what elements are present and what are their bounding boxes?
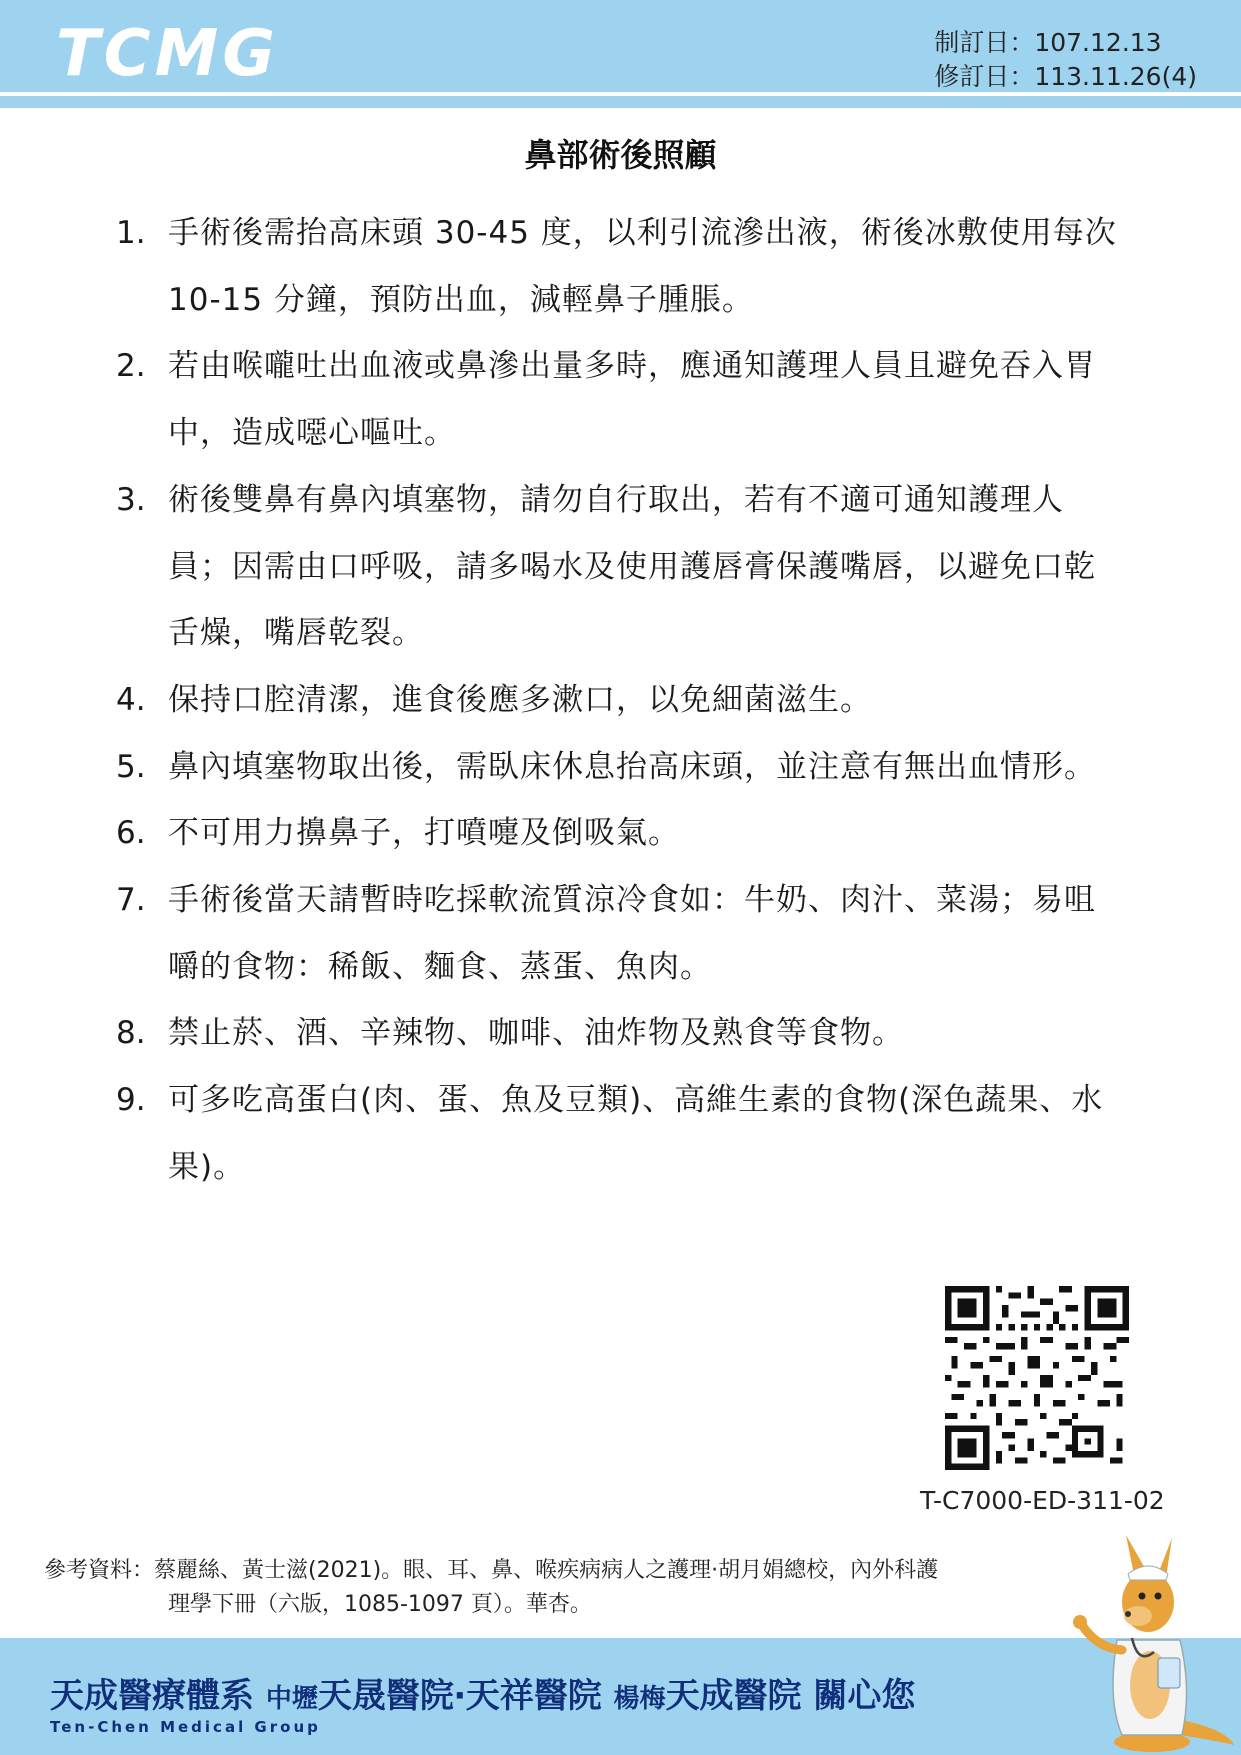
reference-line-1: 參考資料：蔡麗絲、黃士滋(2021)。眼、耳、鼻、喉疾病病人之護理·胡月娟總校，內外科護	[44, 1558, 939, 1583]
list-item	[116, 1067, 1126, 1200]
qr-code[interactable]	[945, 1286, 1129, 1470]
item-number: 7.	[116, 882, 146, 919]
item-text: 不可用力擤鼻子，打噴嚏及倒吸氣。	[168, 815, 680, 852]
list-item	[116, 1000, 1126, 1067]
kangaroo-mascot-icon	[1062, 1530, 1237, 1755]
item-text: 禁止菸、酒、辛辣物、咖啡、油炸物及熟食等食物。	[168, 1015, 904, 1052]
item-number: 3.	[116, 481, 146, 518]
created-date: 制訂日：107.12.13	[934, 28, 1162, 57]
item-number: 1.	[116, 215, 146, 251]
list-item	[116, 467, 1126, 667]
footer-slogan: 關心您	[813, 1676, 916, 1716]
list-item	[116, 867, 1126, 1000]
list-item	[116, 200, 1126, 333]
item-text: 鼻內填塞物取出後，需臥床休息抬高床頭，並注意有無出血情形。	[168, 748, 1096, 785]
list-item	[116, 333, 1126, 466]
tcmg-logo: TCMG	[56, 17, 279, 91]
document-code: T-C7000-ED-311-02	[920, 1486, 1165, 1515]
list-item	[116, 734, 1126, 801]
hospitals-zhongli: 天晟醫院‧天祥醫院	[317, 1676, 602, 1716]
location-yangmei: 楊梅	[613, 1684, 666, 1714]
item-number: 9.	[116, 1082, 146, 1119]
group-english-name: Ten-Chen Medical Group	[50, 1718, 321, 1736]
list-item	[116, 800, 1126, 867]
care-instructions-list	[116, 200, 1126, 1201]
footer-hospitals	[50, 1668, 915, 1717]
document-dates	[934, 26, 1197, 94]
item-text: 保持口腔清潔，進食後應多漱口，以免細菌滋生。	[168, 681, 872, 718]
group-name: 天成醫療體系	[50, 1676, 254, 1716]
item-number: 6.	[116, 815, 146, 852]
reference-line-2: 理學下冊（六版，1085-1097 頁）。華杏。	[168, 1592, 592, 1617]
item-text: 若由喉嚨吐出血液或鼻滲出量多時，應通知護理人員且避免吞入胃中，造成噁心嘔吐。	[168, 348, 1096, 452]
footer-banner	[0, 1638, 1241, 1755]
header-band	[0, 96, 1241, 108]
item-number: 5.	[116, 748, 146, 785]
reference	[44, 1554, 938, 1622]
item-number: 2.	[116, 348, 146, 385]
revised-date: 修訂日：113.11.26(4)	[934, 62, 1197, 91]
hospital-yangmei: 天成醫院	[665, 1676, 802, 1716]
location-zhongli: 中壢	[265, 1684, 318, 1714]
item-text: 可多吃高蛋白(肉、蛋、魚及豆類)、高維生素的食物(深色蔬果、水果)。	[168, 1082, 1104, 1185]
item-text: 術後雙鼻有鼻內填塞物，請勿自行取出，若有不適可通知護理人員；因需由口呼吸，請多喝水及使用護唇膏保護嘴唇，以避免口乾舌燥，嘴唇乾裂。	[168, 481, 1096, 652]
item-number: 8.	[116, 1015, 146, 1052]
list-item	[116, 667, 1126, 734]
item-number: 4.	[116, 681, 146, 718]
page-title: 鼻部術後照顧	[524, 136, 717, 174]
item-text: 手術後當天請暫時吃採軟流質涼冷食如：牛奶、肉汁、菜湯；易咀嚼的食物：稀飯、麵食、蒸蛋、魚肉。	[168, 882, 1096, 985]
item-text: 手術後需抬高床頭 30-45 度，以利引流滲出液，術後冰敷使用每次 10-15 分鐘，預防出血，減輕鼻子腫脹。	[168, 215, 1117, 318]
header-banner	[0, 0, 1241, 92]
